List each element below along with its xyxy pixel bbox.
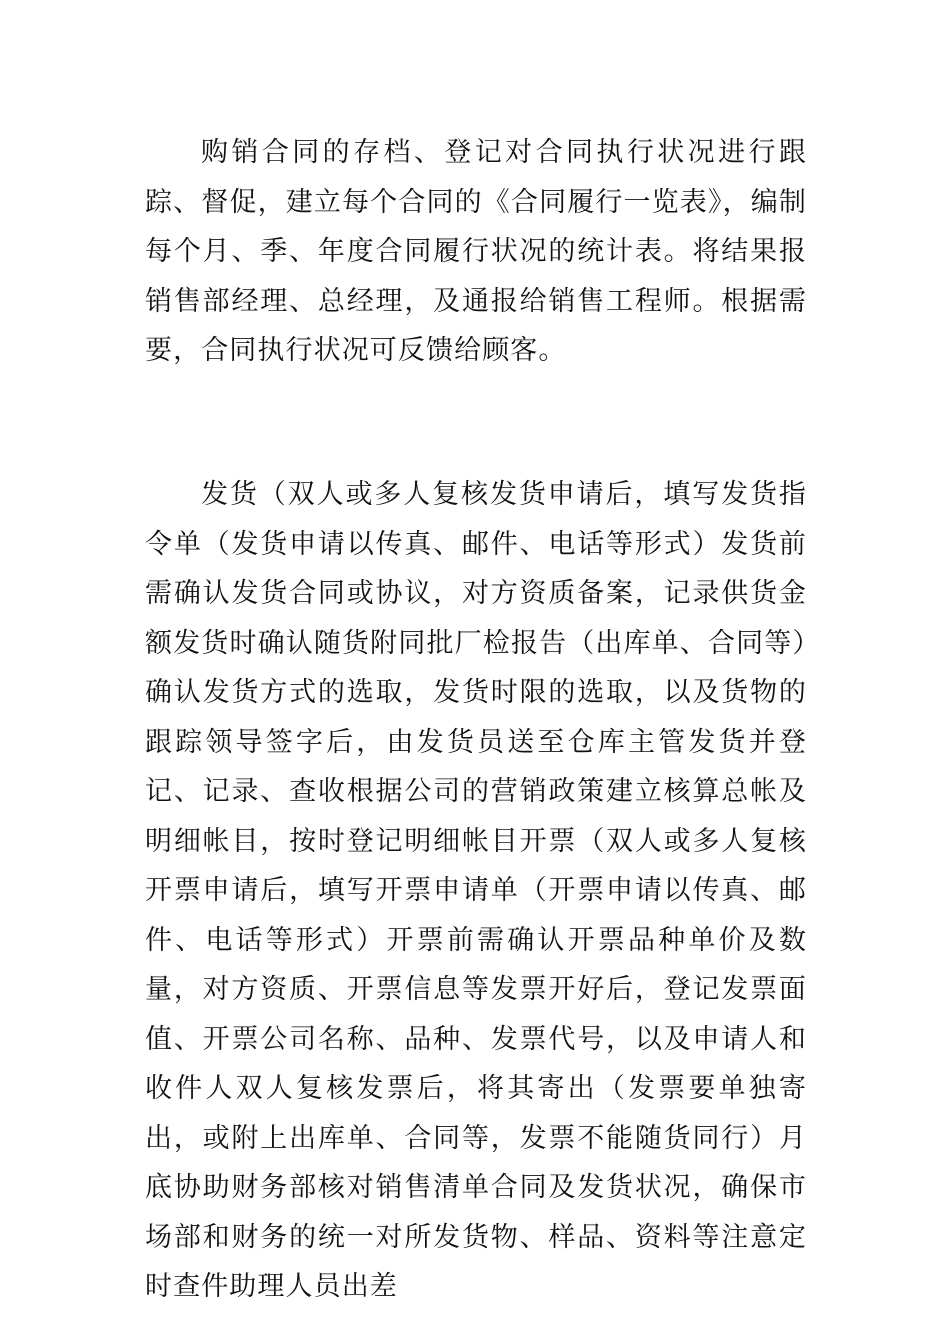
paragraph-contract-tracking: 购销合同的存档、登记对合同执行状况进行跟踪、督促，建立每个合同的《合同履行一览表》，编制每个月、季、年度合同履行状况的统计表。将结果报销售部经理、总经理，及通报给销售工程师。根据需要，合同执行状况可反馈给顾客。 [145,137,807,366]
paragraph-shipping-invoicing: 发货（双人或多人复核发货申请后，填写发货指令单（发货申请以传真、邮件、电话等形式）发货前需确认发货合同或协议，对方资质备案，记录供货金额发货时确认随货附同批厂检报告（出库单、合同等）确认发货方式的选取，发货时限的选取，以及货物的跟踪领导签字后，由发货员送至仓库主管发货并登记、记录、查收根据公司的营销政策建立核算总帐及明细帐目，按时登记明细帐目开票（双人或多人复核开票申请后，填写开票申请单（开票申请以传真、邮件、电话等形式）开票前需确认开票品种单价及数量，对方资质、开票信息等发票开好后，登记发票面值、开票公司名称、品种、发票代号，以及申请人和收件人双人复核发票后，将其寄出（发票要单独寄出，或附上出库单、合同等，发票不能随货同行）月底协助财务部核对销售清单合同及发货状况，确保市场部和财务的统一对所发货物、样品、资料等注意定时查件助理人员出差 [145,479,807,1302]
